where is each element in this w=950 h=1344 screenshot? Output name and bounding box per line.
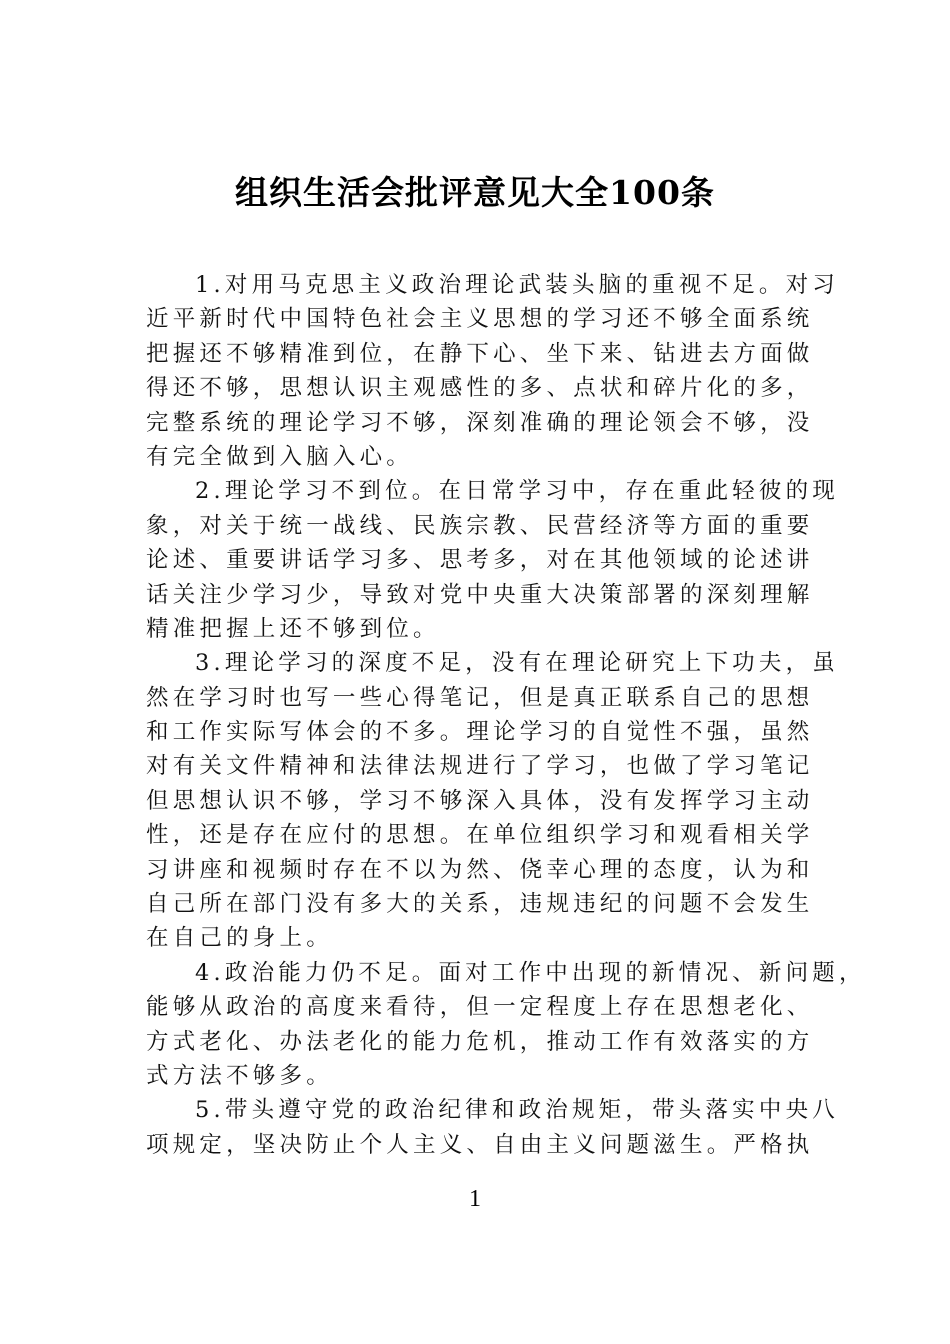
paragraph-5 bbox=[146, 1093, 839, 1162]
text-line: 和工作实际写体会的不多。理论学习的自觉性不强，虽然 bbox=[146, 719, 814, 746]
text-line: 但思想认识不够，学习不够深入具体，没有发挥学习主动 bbox=[146, 787, 814, 814]
text-line: 论述、重要讲话学习多、思考多，对在其他领域的论述讲 bbox=[146, 547, 814, 574]
text-line: 然在学习时也写一些心得笔记，但是真正联系自己的思想 bbox=[146, 684, 814, 711]
text-line: 3.理论学习的深度不足，没有在理论研究上下功夫，虽 bbox=[195, 650, 839, 677]
text-line: 完整系统的理论学习不够，深刻准确的理论领会不够，没 bbox=[146, 409, 814, 436]
text-line: 象，对关于统一战线、民族宗教、民营经济等方面的重要 bbox=[146, 512, 814, 539]
text-line: 习讲座和视频时存在不以为然、侥幸心理的态度，认为和 bbox=[146, 856, 814, 883]
document-title: 组织生活会批评意见大全100条 bbox=[235, 173, 715, 212]
text-line: 对有关文件精神和法律法规进行了学习，也做了学习笔记 bbox=[146, 753, 814, 780]
text-line: 得还不够，思想认识主观感性的多、点状和碎片化的多， bbox=[146, 375, 814, 402]
page-number: 1 bbox=[469, 1186, 481, 1212]
document-body bbox=[146, 268, 866, 1162]
text-line: 性，还是存在应付的思想。在单位组织学习和观看相关学 bbox=[146, 822, 814, 849]
text-line: 在自己的身上。 bbox=[146, 925, 333, 952]
text-line: 项规定，坚决防止个人主义、自由主义问题滋生。严格执 bbox=[146, 1131, 814, 1158]
text-line: 5.带头遵守党的政治纪律和政治规矩，带头落实中央八 bbox=[195, 1097, 839, 1124]
paragraph-3 bbox=[146, 646, 839, 956]
text-line: 2.理论学习不到位。在日常学习中，存在重此轻彼的现 bbox=[195, 478, 839, 505]
text-line: 式方法不够多。 bbox=[146, 1062, 333, 1089]
text-line: 4.政治能力仍不足。面对工作中出现的新情况、新问题， bbox=[195, 959, 866, 986]
text-line: 有完全做到入脑入心。 bbox=[146, 443, 414, 470]
paragraph-4 bbox=[146, 956, 866, 1094]
text-line: 方式老化、办法老化的能力危机，推动工作有效落实的方 bbox=[146, 1028, 814, 1055]
text-line: 把握还不够精准到位，在静下心、坐下来、钻进去方面做 bbox=[146, 340, 814, 367]
text-line: 话关注少学习少，导致对党中央重大决策部署的深刻理解 bbox=[146, 581, 814, 608]
text-line: 近平新时代中国特色社会主义思想的学习还不够全面系统 bbox=[146, 306, 814, 333]
text-line: 1.对用马克思主义政治理论武装头脑的重视不足。对习 bbox=[195, 272, 839, 298]
paragraph-2 bbox=[146, 474, 839, 646]
text-line: 精准把握上还不够到位。 bbox=[146, 615, 440, 642]
paragraph-1 bbox=[146, 268, 839, 474]
text-line: 能够从政治的高度来看待，但一定程度上存在思想老化、 bbox=[146, 994, 814, 1021]
text-line: 自己所在部门没有多大的关系，违规违纪的问题不会发生 bbox=[146, 891, 814, 918]
